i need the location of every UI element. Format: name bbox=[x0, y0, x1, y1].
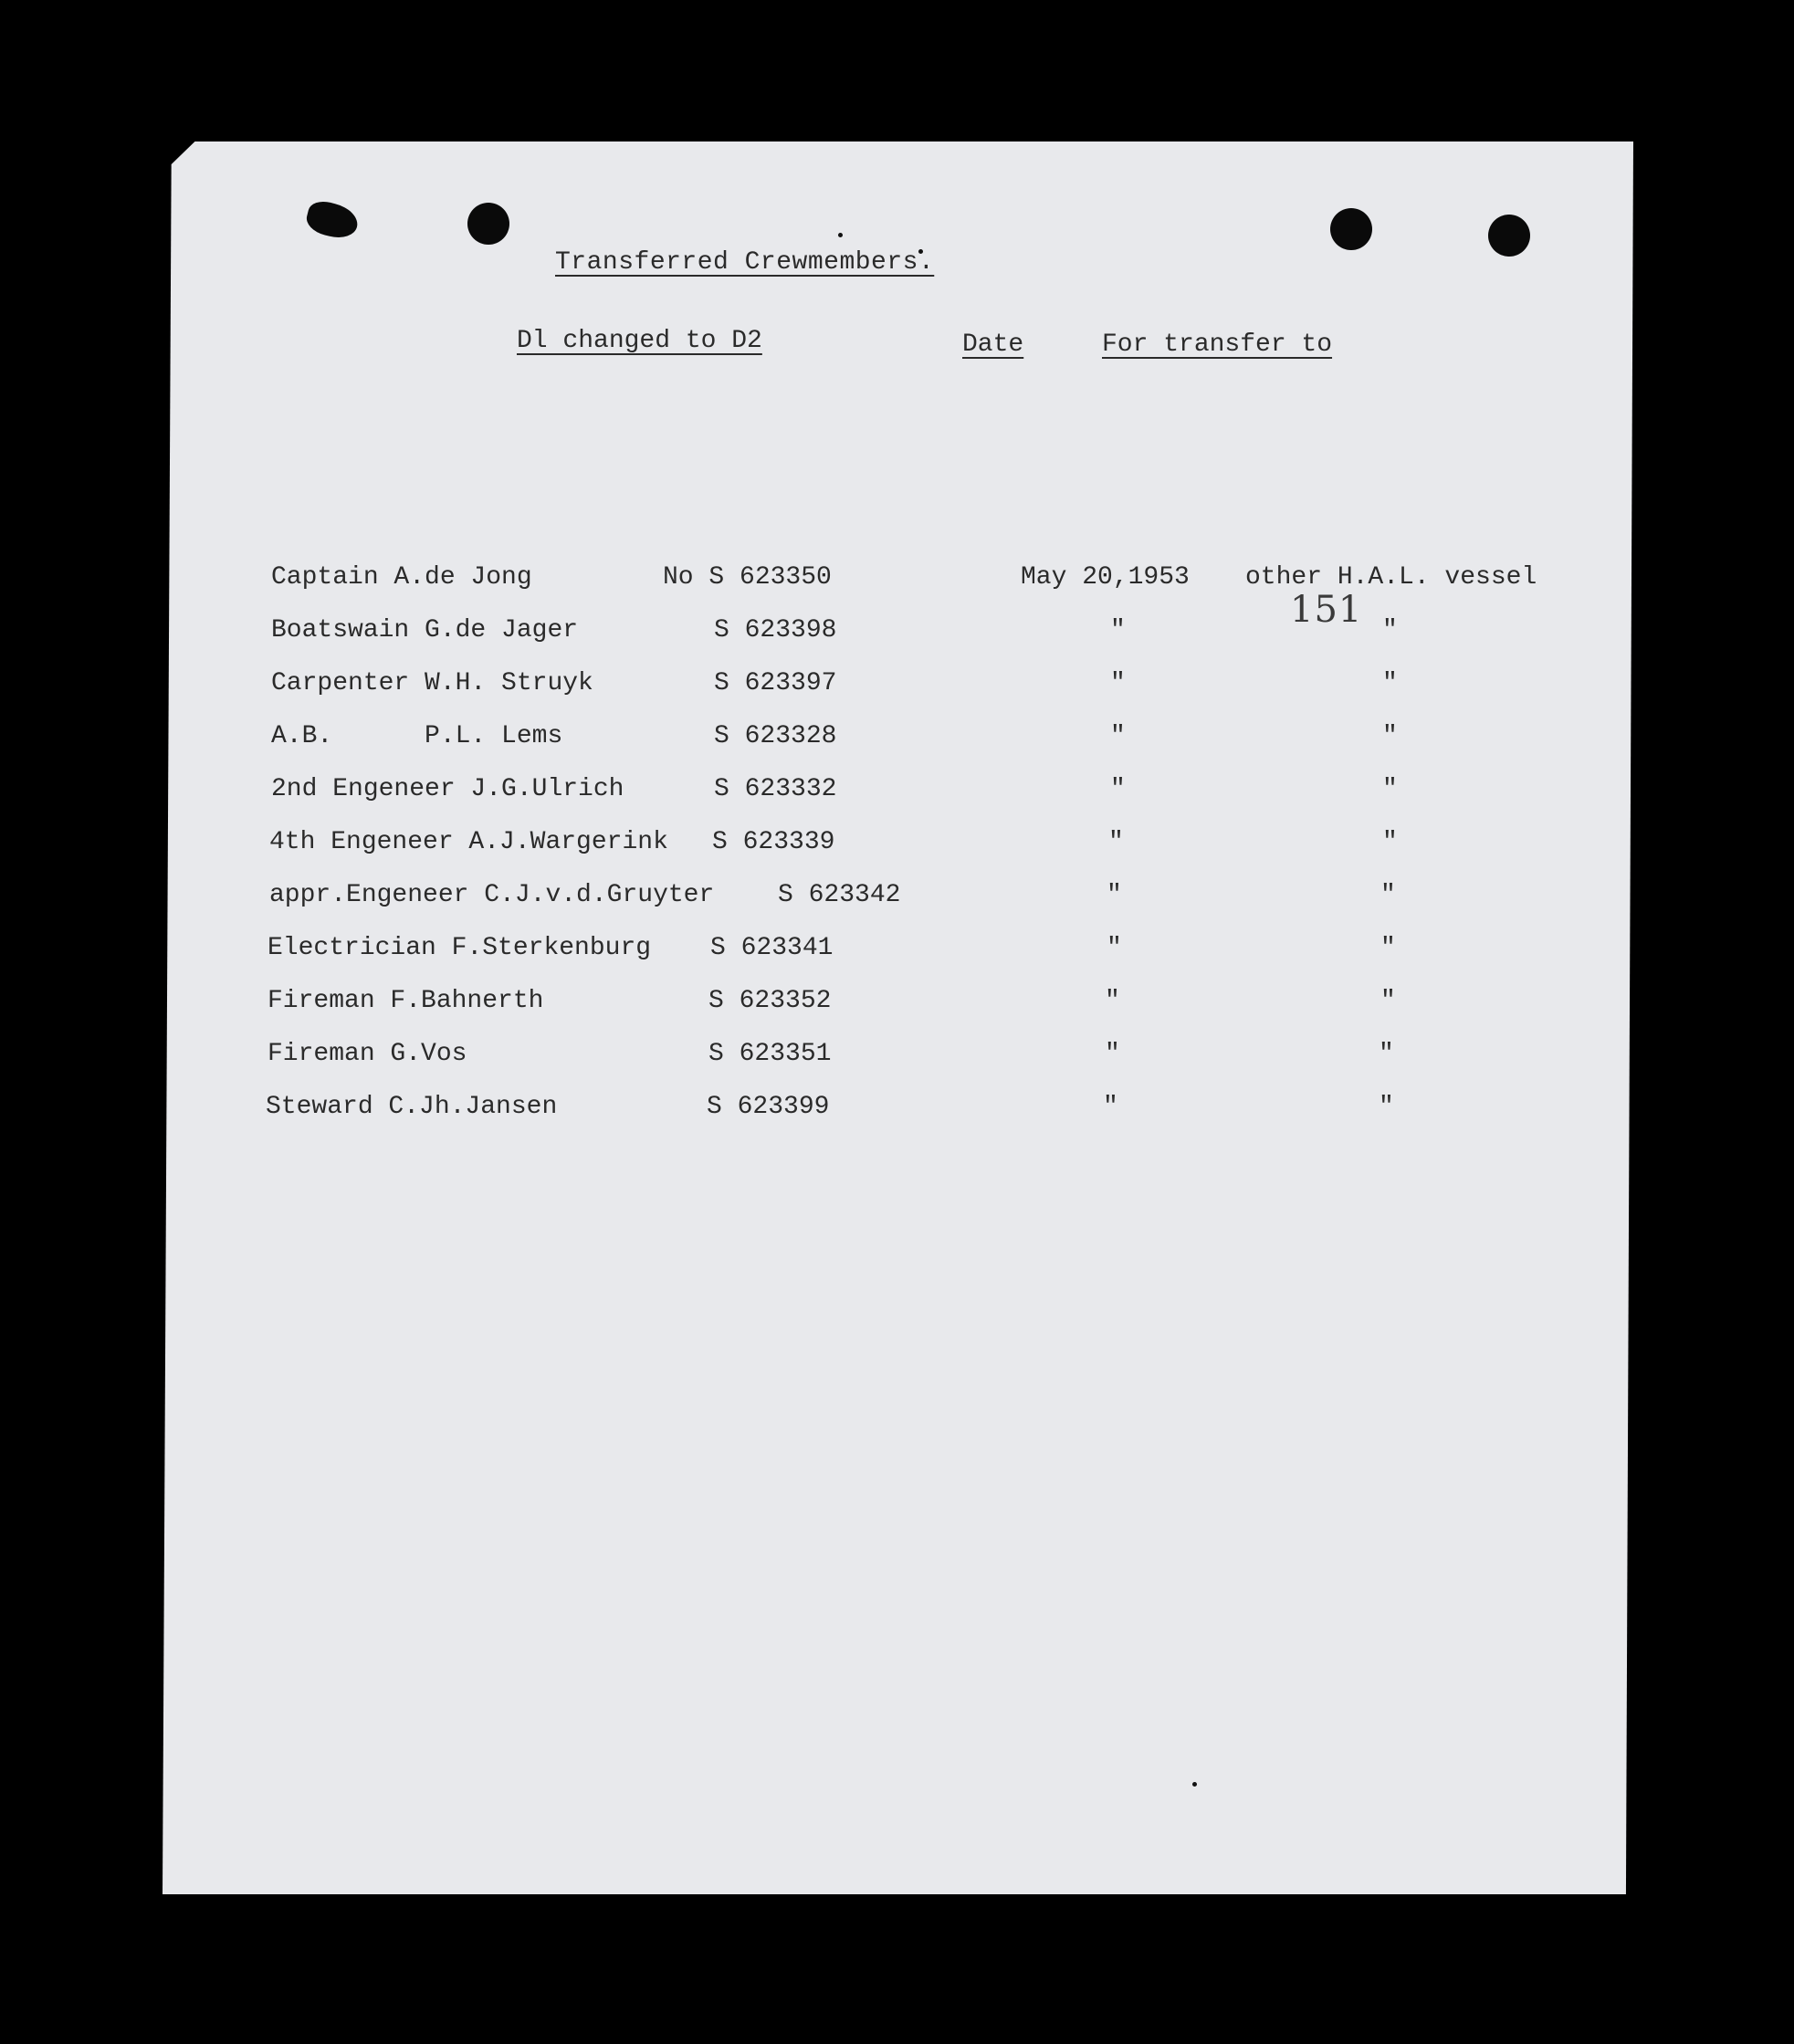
crew-name: Fireman F.Bahnerth bbox=[268, 987, 544, 1015]
crew-name: 2nd Engeneer J.G.Ulrich bbox=[271, 775, 624, 803]
transfer-date: " bbox=[1107, 881, 1122, 909]
transfer-date: " bbox=[1110, 616, 1126, 645]
crew-row bbox=[0, 1093, 1794, 1129]
crew-name: A.B. P.L. Lems bbox=[271, 722, 563, 750]
transfer-destination: " bbox=[1382, 616, 1398, 645]
seaman-number: S 623339 bbox=[712, 828, 835, 856]
crew-row bbox=[0, 934, 1794, 970]
crew-row bbox=[0, 563, 1794, 600]
crew-name: Electrician F.Sterkenburg bbox=[268, 934, 652, 962]
transfer-date: " bbox=[1105, 1040, 1120, 1068]
seaman-number: S 623341 bbox=[710, 934, 834, 962]
crew-row bbox=[0, 722, 1794, 759]
document-title: Transferred Crewmembers. bbox=[555, 248, 935, 277]
crew-name: 4th Engeneer A.J.Wargerink bbox=[269, 828, 668, 856]
transfer-destination: " bbox=[1382, 775, 1398, 803]
column-header-id: Dl changed to D2 bbox=[517, 327, 762, 355]
crew-name: Captain A.de Jong bbox=[271, 563, 532, 592]
transfer-destination: " bbox=[1382, 828, 1398, 856]
transfer-date: " bbox=[1108, 828, 1124, 856]
seaman-number: S 623397 bbox=[714, 669, 837, 697]
seaman-number: S 623399 bbox=[707, 1093, 830, 1121]
crew-row bbox=[0, 987, 1794, 1023]
transfer-destination: " bbox=[1382, 669, 1398, 697]
seaman-number: S 623398 bbox=[714, 616, 837, 645]
seaman-number: S 623352 bbox=[708, 987, 832, 1015]
transfer-destination: " bbox=[1379, 1040, 1394, 1068]
transfer-date: " bbox=[1107, 934, 1122, 962]
transfer-date: " bbox=[1110, 775, 1126, 803]
crew-row bbox=[0, 669, 1794, 706]
crew-row bbox=[0, 828, 1794, 865]
seaman-number: S 623328 bbox=[714, 722, 837, 750]
crew-row bbox=[0, 1040, 1794, 1076]
transfer-destination: " bbox=[1382, 722, 1398, 750]
crew-name: Steward C.Jh.Jansen bbox=[266, 1093, 558, 1121]
crew-row bbox=[0, 775, 1794, 812]
seaman-number: S 623351 bbox=[708, 1040, 832, 1068]
transfer-destination: " bbox=[1380, 881, 1396, 909]
crew-name: Carpenter W.H. Struyk bbox=[271, 669, 593, 697]
transfer-destination: " bbox=[1379, 1093, 1394, 1121]
transfer-date: " bbox=[1105, 987, 1120, 1015]
seaman-number: No S 623350 bbox=[663, 563, 832, 592]
transfer-date: " bbox=[1103, 1093, 1118, 1121]
page-number: 151 bbox=[1290, 589, 1363, 631]
crew-row bbox=[0, 881, 1794, 917]
transfer-destination: other H.A.L. vessel bbox=[1245, 563, 1537, 592]
crew-name: appr.Engeneer C.J.v.d.Gruyter bbox=[269, 881, 715, 909]
column-header-date: Date bbox=[962, 330, 1024, 359]
crew-name: Boatswain G.de Jager bbox=[271, 616, 579, 645]
transfer-date: " bbox=[1110, 669, 1126, 697]
transfer-destination: " bbox=[1380, 934, 1396, 962]
column-header-destination: For transfer to bbox=[1102, 330, 1333, 359]
seaman-number: S 623332 bbox=[714, 775, 837, 803]
crew-row bbox=[0, 616, 1794, 653]
transfer-destination: " bbox=[1380, 987, 1396, 1015]
transfer-date: " bbox=[1110, 722, 1126, 750]
crew-name: Fireman G.Vos bbox=[268, 1040, 467, 1068]
transfer-date: May 20,1953 bbox=[1021, 563, 1190, 592]
seaman-number: S 623342 bbox=[778, 881, 901, 909]
